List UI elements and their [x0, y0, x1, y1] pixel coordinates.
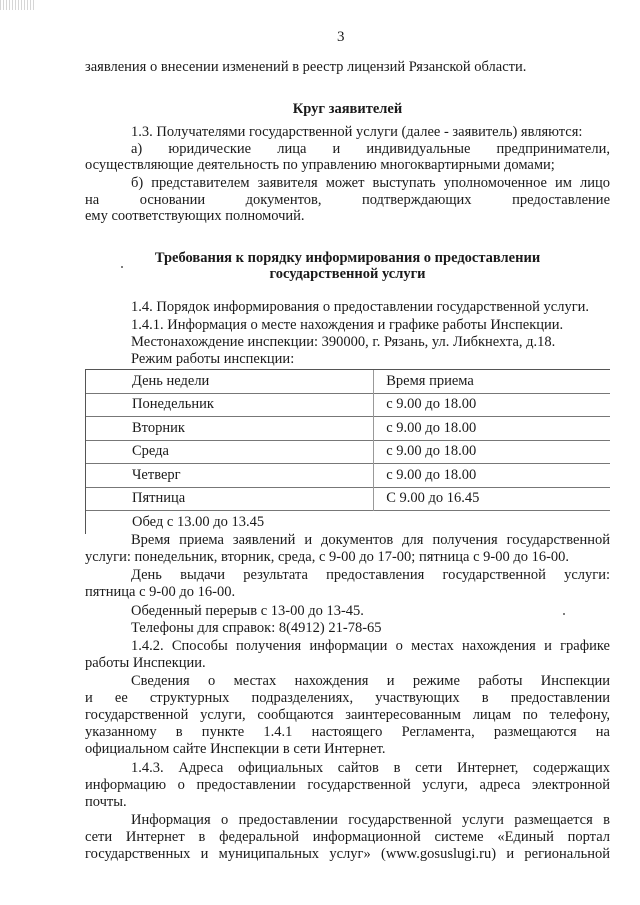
- table-lunch-row: [86, 511, 611, 534]
- info-line-1: Сведения о местах нахождения и режиме работы Инспекции: [131, 673, 610, 689]
- paragraph-1-4-3-line-3: почты.: [85, 794, 127, 810]
- break-line: Обеденный перерыв с 13-00 до 13-45.: [131, 603, 364, 619]
- day-cell: Четверг: [86, 464, 374, 488]
- schedule-caption: Режим работы инспекции:: [131, 351, 295, 367]
- info-line-5: официальном сайте Инспекции в сети Интернет.: [85, 741, 386, 757]
- final-line-2: сети Интернет в федеральной информационной системе «Единый портал: [85, 829, 610, 845]
- time-cell: с 9.00 до 18.00: [374, 464, 610, 488]
- table-row: [86, 417, 611, 441]
- phones-line: Телефоны для справок: 8(4912) 21-78-65: [131, 620, 382, 636]
- paragraph-1-4-1: 1.4.1. Информация о месте нахождения и графике работы Инспекции.: [131, 317, 564, 333]
- lunch-cell: Обед с 13.00 до 13.45: [86, 511, 611, 534]
- paragraph-1-3: 1.3. Получателями государственной услуги (далее - заявитель) являются:: [131, 124, 583, 140]
- paragraph-1-4-2-line-2: работы Инспекции.: [85, 655, 206, 671]
- final-line-1: Информация о предоставлении государственной услуги размещается в: [131, 812, 610, 828]
- section-heading: Круг заявителей: [292, 101, 403, 117]
- reception-line-2: услуги: понедельник, вторник, среда, с 9-00 до 17-00; пятница с 9-00 до 16-00.: [85, 549, 570, 565]
- info-line-3: государственной услуги, сообщаются заинтересованным лицам по телефону,: [85, 707, 610, 723]
- scan-speck: [563, 613, 565, 615]
- day-cell: Понедельник: [86, 393, 374, 417]
- item-b-line-1: б) представителем заявителя может выступать уполномоченное им лицо: [131, 175, 610, 191]
- issue-line-1: День выдачи результата предоставления государственной услуги:: [131, 567, 610, 583]
- info-line-4: указанному в пункте 1.4.1 настоящего Регламента, размещаются на: [85, 724, 610, 740]
- item-a-line-2: осуществляющие деятельность по управлению многоквартирными домами;: [85, 157, 555, 173]
- column-header-time: Время приема: [374, 370, 610, 394]
- table-header-row: [86, 370, 611, 394]
- day-cell: Вторник: [86, 417, 374, 441]
- day-cell: Пятница: [86, 487, 374, 511]
- time-cell: с 9.00 до 18.00: [374, 417, 610, 441]
- paragraph-1-4-3-line-1: 1.4.3. Адреса официальных сайтов в сети Интернет, содержащих: [131, 760, 610, 776]
- page-number: 3: [337, 29, 345, 45]
- table-row: [86, 393, 611, 417]
- table-row: [86, 440, 611, 464]
- final-line-3: государственных и муниципальных услуг» (www.gosuslugi.ru) и региональной: [85, 846, 610, 862]
- section-heading-line-1: Требования к порядку информирования о предоставлении: [154, 250, 541, 266]
- section-heading-line-2: государственной услуги: [269, 266, 426, 282]
- paragraph-1-4-3-line-2: информацию о предоставлении государственной услуги, адреса электронной: [85, 777, 610, 793]
- text-line: заявления о внесении изменений в реестр лицензий Рязанской области.: [85, 59, 527, 75]
- schedule-table: [85, 369, 610, 534]
- day-cell: Среда: [86, 440, 374, 464]
- time-cell: с 9.00 до 18.00: [374, 440, 610, 464]
- scan-artifact: [0, 0, 36, 10]
- reception-line-1: Время приема заявлений и документов для получения государственной: [131, 532, 610, 548]
- table-row: [86, 464, 611, 488]
- paragraph-1-4: 1.4. Порядок информирования о предоставлении государственной услуги.: [131, 299, 590, 315]
- item-a-line-1: а) юридические лица и индивидуальные предприниматели,: [131, 141, 610, 157]
- item-b-line-2: на основании документов, подтверждающих предоставление: [85, 192, 610, 208]
- table-row: [86, 487, 611, 511]
- info-line-2: и ее структурных подразделениях, участвующих в предоставлении: [85, 690, 610, 706]
- item-b-line-3: ему соответствующих полномочий.: [85, 208, 305, 224]
- time-cell: с 9.00 до 18.00: [374, 393, 610, 417]
- paragraph-1-4-2-line-1: 1.4.2. Способы получения информации о местах нахождения и графике: [131, 638, 610, 654]
- location-line: Местонахождение инспекции: 390000, г. Рязань, ул. Либкнехта, д.18.: [131, 334, 556, 350]
- column-header-day: День недели: [86, 370, 374, 394]
- issue-line-2: пятница с 9-00 до 16-00.: [85, 584, 236, 600]
- time-cell: С 9.00 до 16.45: [374, 487, 610, 511]
